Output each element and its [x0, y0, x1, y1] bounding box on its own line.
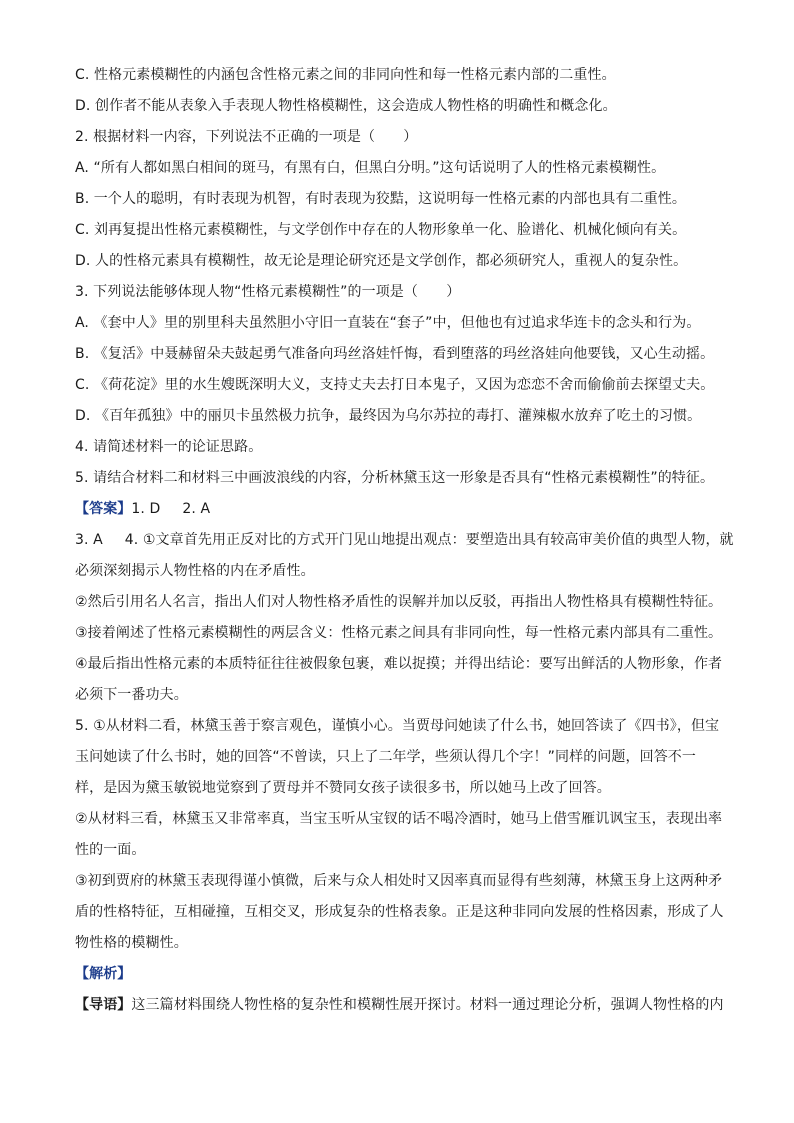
q3-option-d: D. 《百年孤独》中的丽贝卡虽然极力抗争，最终因为乌尔苏拉的毒打、灌辣椒水放弃了吃土的习惯。	[75, 408, 702, 424]
answer-5-point1-line1: 5. ①从材料二看，林黛玉善于察言观色，谨慎小心。当贾母问她读了什么书，她回答读了《四书》，但宝	[75, 718, 720, 734]
q4-stem: 4. 请简述材料一的论证思路。	[75, 439, 263, 455]
q5-stem: 5. 请结合材料二和材料三中画波浪线的内容，分析林黛玉这一形象是否具有“性格元素模糊性”的特征。	[75, 470, 715, 486]
answer-4-point2: ②然后引用名人名言，指出人们对人物性格矛盾性的误解并加以反驳，再指出人物性格具有模糊性特征。	[75, 594, 723, 610]
answer-5-point3-line3: 物性格的模糊性。	[75, 935, 188, 951]
q1-option-c: C. 性格元素模糊性的内涵包含性格元素之间的非同向性和每一性格元素内部的二重性。	[75, 67, 616, 83]
guide-text: 这三篇材料围绕人物性格的复杂性和模糊性展开探讨。材料一通过理论分析，强调人物性格的内	[131, 997, 724, 1013]
q2-option-a: A. “所有人都如黑白相间的斑马，有黑有白，但黑白分明。”这句话说明了人的性格元素模糊性。	[75, 160, 666, 176]
answer-1: 1. D	[131, 501, 161, 517]
guide-tag: 【导语】	[75, 997, 132, 1013]
answer-5-point1-line3: 样，是因为黛玉敏锐地觉察到了贾母并不赞同女孩子读很多书，所以她马上改了回答。	[75, 780, 611, 796]
document-page	[75, 60, 734, 1021]
answer-tag: 【答案】	[75, 501, 132, 517]
answer-2: 2. A	[182, 501, 211, 517]
q1-option-d: D. 创作者不能从表象入手表现人物性格模糊性，这会造成人物性格的明确性和概念化。	[75, 98, 617, 114]
answer-4-point4-line2: 必须下一番功夫。	[75, 687, 188, 703]
q2-stem: 2. 根据材料一内容，下列说法不正确的一项是（ ）	[75, 129, 418, 145]
answer-3: 3. A	[75, 532, 103, 548]
answer-4-point4-line1: ④最后指出性格元素的本质特征往往被假象包裹，难以捉摸；并得出结论：要写出鲜活的人物形象，作者	[75, 656, 723, 672]
answer-3-4-line	[75, 525, 734, 556]
analysis-tag: 【解析】	[75, 966, 132, 982]
q2-option-c: C. 刘再复提出性格元素模糊性，与文学创作中存在的人物形象单一化、脸谱化、机械化倾向有关。	[75, 222, 687, 238]
q3-option-b: B. 《复活》中聂赫留朵夫鼓起勇气准备向玛丝洛娃忏悔，看到堕落的玛丝洛娃向他要钱，又心生动摇。	[75, 346, 715, 362]
answer-5-point3-line1: ③初到贾府的林黛玉表现得谨小慎微，后来与众人相处时又因率真而显得有些刻薄，林黛玉身上这两种矛	[75, 873, 723, 889]
q3-option-c: C. 《荷花淀》里的水生嫂既深明大义，支持丈夫去打日本鬼子，又因为恋恋不舍而偷偷前去探望丈夫。	[75, 377, 715, 393]
q2-option-b: B. 一个人的聪明，有时表现为机智，有时表现为狡黠，这说明每一性格元素的内部也具有二重性。	[75, 191, 687, 207]
analysis-header	[75, 959, 725, 990]
answer-5-point3-line2: 盾的性格特征，互相碰撞，互相交叉，形成复杂的性格表象。正是这种非同向发展的性格因素，形成了人	[75, 904, 724, 920]
guide-line	[75, 990, 725, 1021]
answer-4-point3: ③接着阐述了性格元素模糊性的两层含义：性格元素之间具有非同向性，每一性格元素内部具有二重性。	[75, 625, 723, 641]
answer-4-line2: 必须深刻揭示人物性格的内在矛盾性。	[75, 563, 315, 579]
q2-option-d: D. 人的性格元素具有模糊性，故无论是理论研究还是文学创作，都必须研究人，重视人的复杂性。	[75, 253, 688, 269]
answer-5-point1-line2: 玉问她读了什么书时，她的回答“不曾读，只上了二年学，些须认得几个字！”同样的问题，回答不一	[75, 749, 697, 765]
answer-5-point2-line1: ②从材料三看，林黛玉又非常率真，当宝玉听从宝钗的话不喝冷酒时，她马上借雪雁讥讽宝玉，表现出率	[75, 811, 723, 827]
q3-stem: 3. 下列说法能够体现人物“性格元素模糊性”的一项是（ ）	[75, 284, 461, 300]
q3-option-a: A. 《套中人》里的别里科夫虽然胆小守旧一直装在“套子”中，但他也有过追求华连卡的念头和行为。	[75, 315, 701, 331]
answer-header	[75, 494, 725, 525]
answer-5-point2-line2: 性的一面。	[75, 842, 146, 858]
answer-4-line1: 4. ①文章首先用正反对比的方式开门见山地提出观点：要塑造出具有较高审美价值的典型人物，就	[124, 532, 734, 548]
